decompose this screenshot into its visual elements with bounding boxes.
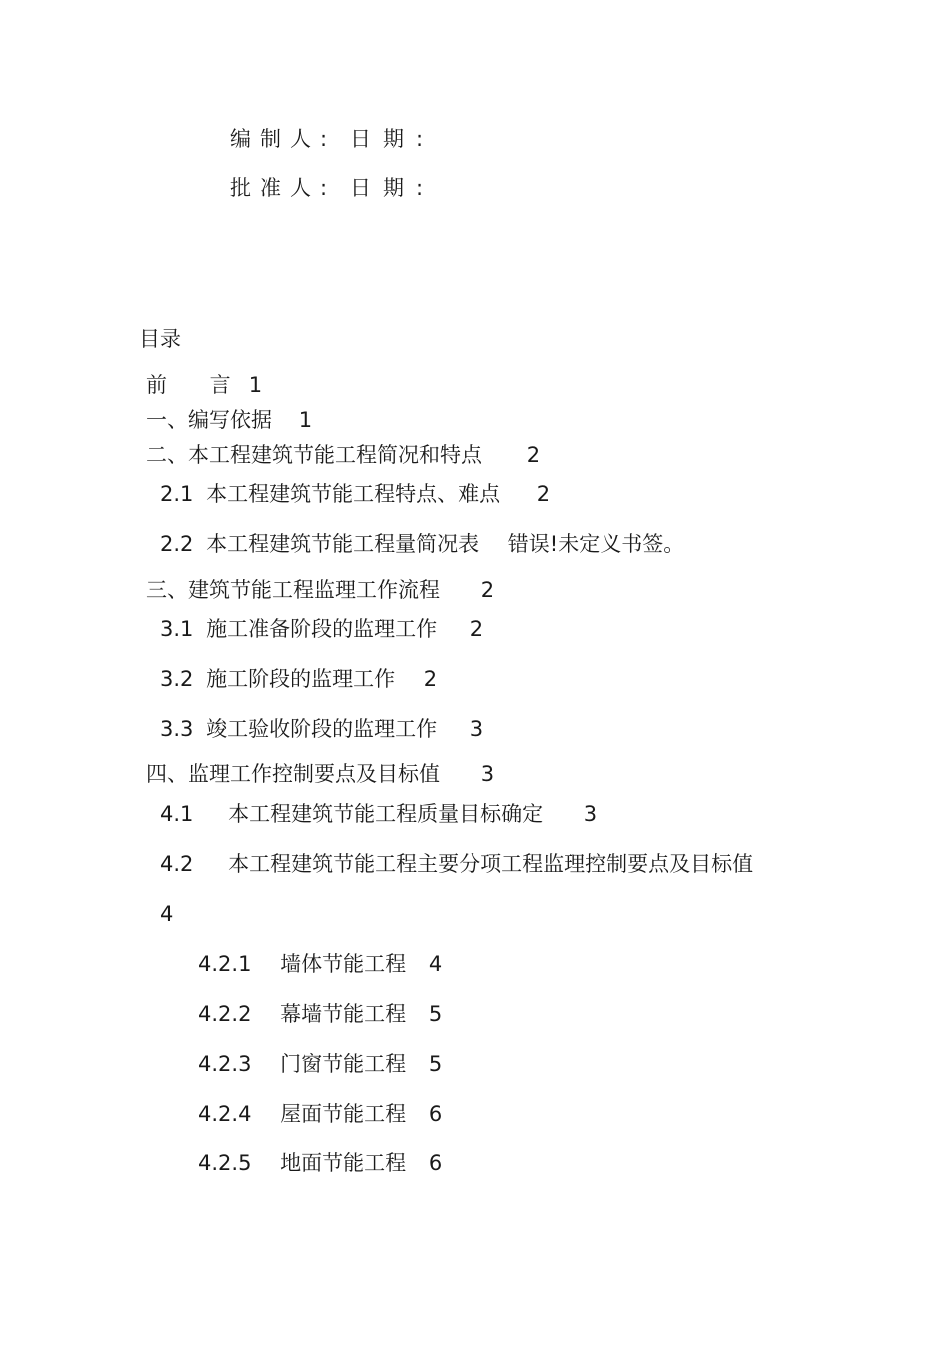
toc-entry[interactable] xyxy=(146,580,494,601)
toc-entry-page: 1 xyxy=(248,373,263,397)
toc-entry[interactable] xyxy=(146,410,312,431)
toc-entry-page: 2 xyxy=(480,578,495,602)
toc-entry-number: 4.2.3 xyxy=(198,1052,252,1076)
toc-entry-title: 本工程建筑节能工程主要分项工程监理控制要点及目标值 xyxy=(228,852,754,876)
toc-entry-title: 竣工验收阶段的监理工作 xyxy=(206,717,438,741)
compiler-label: 编制人: xyxy=(230,127,337,151)
toc-entry-title: 墙体节能工程 xyxy=(280,952,407,976)
toc-entry-number: 4.2 xyxy=(160,852,194,876)
compiler-date-label: 日期: xyxy=(350,127,436,151)
toc-entry-number: 4.2.4 xyxy=(198,1102,252,1126)
toc-entry-title: 一、编写依据 xyxy=(146,408,272,432)
toc-entry[interactable] xyxy=(198,1153,442,1174)
toc-entry[interactable] xyxy=(160,669,437,690)
toc-entry-title: 幕墙节能工程 xyxy=(280,1002,407,1026)
toc-entry-title: 地面节能工程 xyxy=(280,1151,407,1175)
toc-entry-number: 4.2.1 xyxy=(198,952,252,976)
toc-entry[interactable] xyxy=(160,804,597,825)
toc-entry-title: 本工程建筑节能工程量简况表 xyxy=(206,532,480,556)
toc-entry[interactable] xyxy=(198,954,442,975)
toc-entry-page: 6 xyxy=(428,1102,443,1126)
toc-entry-page: 4 xyxy=(428,952,443,976)
toc-entry-title: 本工程建筑节能工程质量目标确定 xyxy=(228,802,544,826)
toc-entry-page: 3 xyxy=(469,717,484,741)
toc-entry[interactable] xyxy=(160,484,550,505)
approver-label: 批准人: xyxy=(230,176,337,200)
toc-entry[interactable] xyxy=(198,1004,442,1025)
toc-entry-page: 6 xyxy=(428,1151,443,1175)
toc-entry-page: 3 xyxy=(480,762,495,786)
toc-entry-title: 门窗节能工程 xyxy=(280,1052,407,1076)
toc-entry-page: 2 xyxy=(536,482,551,506)
toc-heading: 目录 xyxy=(139,327,181,351)
toc-entry[interactable] xyxy=(160,719,483,740)
toc-entry[interactable] xyxy=(146,764,494,785)
toc-entry-page: 2 xyxy=(526,443,541,467)
toc-entry[interactable] xyxy=(146,375,262,396)
toc-entry-title: 前 言 xyxy=(146,373,249,397)
toc-entry-page: 5 xyxy=(428,1052,443,1076)
toc-entry-title: 施工阶段的监理工作 xyxy=(206,667,396,691)
toc-entry-page: 2 xyxy=(469,617,484,641)
toc-entry-title: 本工程建筑节能工程特点、难点 xyxy=(206,482,501,506)
toc-entry-number: 4.1 xyxy=(160,802,194,826)
toc-entry-title: 施工准备阶段的监理工作 xyxy=(206,617,438,641)
toc-entry-number: 3.3 xyxy=(160,717,194,741)
toc-entry[interactable] xyxy=(160,534,684,555)
toc-entry[interactable] xyxy=(146,445,540,466)
toc-entry-number: 4.2.2 xyxy=(198,1002,252,1026)
toc-entry-number: 3.2 xyxy=(160,667,194,691)
approver-date-label: 日期: xyxy=(350,176,436,200)
toc-entry-title: 屋面节能工程 xyxy=(280,1102,407,1126)
toc-entry-page-wrapped: 4 xyxy=(160,902,174,926)
toc-entry-title: 三、建筑节能工程监理工作流程 xyxy=(146,578,440,602)
toc-entry-page: 错误!未定义书签。 xyxy=(507,532,685,556)
toc-entry-title: 四、监理工作控制要点及目标值 xyxy=(146,762,440,786)
toc-entry[interactable] xyxy=(198,1054,442,1075)
toc-entry-page: 3 xyxy=(583,802,598,826)
toc-entry[interactable] xyxy=(160,619,483,640)
toc-entry-number: 3.1 xyxy=(160,617,194,641)
toc-entry-number: 2.2 xyxy=(160,532,194,556)
toc-entry[interactable] xyxy=(160,854,753,875)
toc-entry-title: 二、本工程建筑节能工程简况和特点 xyxy=(146,443,482,467)
toc-entry-number: 4.2.5 xyxy=(198,1151,252,1175)
toc-entry-number: 2.1 xyxy=(160,482,194,506)
toc-entry[interactable] xyxy=(198,1104,442,1125)
toc-entry-page: 5 xyxy=(428,1002,443,1026)
toc-entry-page: 2 xyxy=(423,667,438,691)
toc-entry-page: 1 xyxy=(298,408,313,432)
